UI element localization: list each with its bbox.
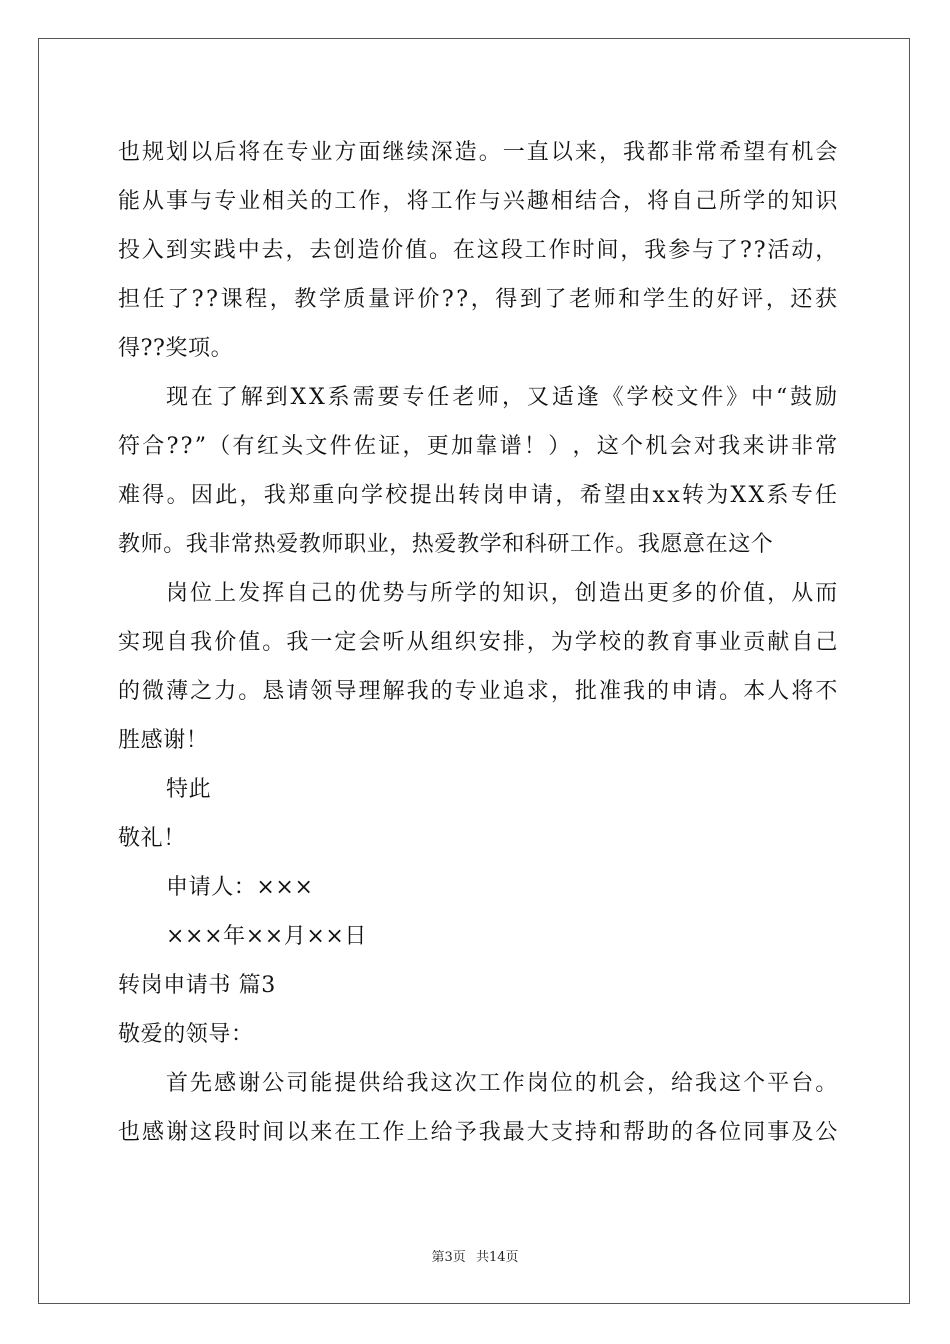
text-line: 也 感 谢 这 段 时 间 以 来 在 工 作 上 给 予 我 最 大 支 持 和 帮 助 的 各 位 同 事 及 公	[118, 1120, 838, 1145]
text-line: 得??奖项。	[118, 336, 234, 361]
text-line: 转岗申请书 篇3	[118, 973, 276, 998]
text-line: 特此	[166, 777, 212, 802]
text-line: 的 微 薄 之 力 。 恳 请 领 导 理 解 我 的 专 业 追 求 ， 批 准 我 的 申 请 。 本 人 将 不	[118, 679, 838, 704]
text-line: 现 在 了 解 到 X X 系 需 要 专 任 老 师 ， 又 适 逢 《 学 校 文 件 》 中 “ 鼓 励	[166, 385, 838, 410]
text-line: 岗 位 上 发 挥 自 己 的 优 势 与 所 学 的 知 识 ， 创 造 出 更 多 的 价 值 ， 从 而	[166, 581, 838, 606]
text-line: ×××年××月××日	[166, 924, 368, 949]
text-line: 也 规 划 以 后 将 在 专 业 方 面 继 续 深 造 。 一 直 以 来 ， 我 都 非 常 希 望 有 机 会	[118, 140, 838, 165]
page-number: 第3页	[431, 1250, 466, 1265]
text-line: 实 现 自 我 价 值 。 我 一 定 会 听 从 组 织 安 排 ， 为 学 校 的 教 育 事 业 贡 献 自 己	[118, 630, 838, 655]
text-line: 投 入 到 实 践 中 去 ， 去 创 造 价 值 。 在 这 段 工 作 时 间 ， 我 参 与 了 ? ? 活 动 ，	[118, 238, 838, 263]
page-total: 共14页	[475, 1250, 519, 1265]
text-line: 敬爱的领导：	[118, 1022, 254, 1047]
page-footer	[0, 1246, 950, 1265]
text-line: 难 得 。 因 此 ， 我 郑 重 向 学 校 提 出 转 岗 申 请 ， 希 望 由 x x 转 为 X X 系 专 任	[118, 483, 838, 508]
text-line: 敬礼！	[118, 826, 186, 851]
text-line: 申请人：×××	[166, 875, 314, 900]
text-line: 符 合 ? ? ” （ 有 红 头 文 件 佐 证 ， 更 加 靠 谱 ！ ） ， 这 个 机 会 对 我 来 讲 非 常	[118, 434, 838, 459]
text-line: 首 先 感 谢 公 司 能 提 供 给 我 这 次 工 作 岗 位 的 机 会 ， 给 我 这 个 平 台 。	[166, 1071, 838, 1096]
text-line: 胜感谢！	[118, 728, 209, 753]
text-line: 担 任 了 ? ? 课 程 ， 教 学 质 量 评 价 ? ? ， 得 到 了 老 师 和 学 生 的 好 评 ， 还 获	[118, 287, 838, 312]
text-line: 能 从 事 与 专 业 相 关 的 工 作 ， 将 工 作 与 兴 趣 相 结 合 ， 将 自 己 所 学 的 知 识	[118, 189, 838, 214]
document-body	[118, 128, 838, 1157]
text-line: 教师。我非常热爱教师职业，热爱教学和科研工作。我愿意在这个	[118, 532, 774, 557]
